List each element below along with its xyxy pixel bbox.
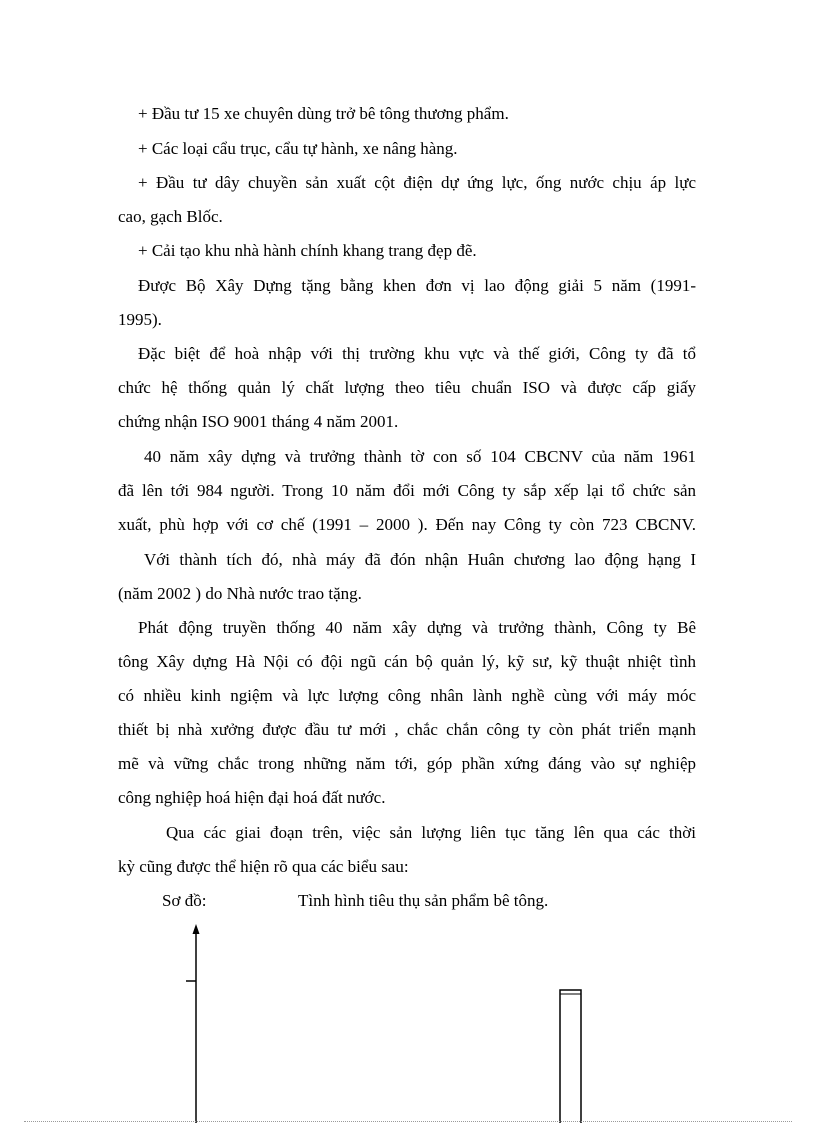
text-line: Qua các giai đoạn trên, việc sản lượng liên tục tăng lên qua các thời bbox=[166, 823, 696, 842]
text-line: + Các loại cẩu trục, cẩu tự hành, xe nâng hàng. bbox=[138, 139, 458, 158]
text-line: + Đầu tư 15 xe chuyên dùng trở bê tông thương phẩm. bbox=[138, 104, 509, 123]
diagram-title: Tình hình tiêu thụ sản phẩm bê tông. bbox=[298, 891, 549, 910]
bar bbox=[560, 990, 581, 1123]
text-line: xuất, phù hợp với cơ chế (1991 – 2000 ). Đến nay Công ty còn 723 CBCNV. bbox=[118, 515, 696, 534]
y-axis-arrow-icon bbox=[193, 924, 200, 934]
text-line: Với thành tích đó, nhà máy đã đón nhận Huân chương lao động hạng I bbox=[144, 550, 696, 569]
text-line: + Cải tạo khu nhà hành chính khang trang đẹp đẽ. bbox=[138, 241, 477, 260]
text-line: cao, gạch Blốc. bbox=[118, 207, 223, 226]
text-line: chứng nhận ISO 9001 tháng 4 năm 2001. bbox=[118, 412, 399, 431]
text-line: Được Bộ Xây Dựng tặng bằng khen đơn vị lao động giải 5 năm (1991- bbox=[138, 276, 696, 295]
text-line: kỳ cũng được thể hiện rõ qua các biểu sau: bbox=[118, 857, 409, 876]
text-line: Phát động truyền thống 40 năm xây dựng và trưởng thành, Công ty Bê bbox=[138, 618, 696, 637]
text-line: tông Xây dựng Hà Nội có đội ngũ cán bộ quản lý, kỹ sư, kỹ thuật nhiệt tình bbox=[118, 652, 696, 671]
text-line: đã lên tới 984 người. Trong 10 năm đổi mới Công ty sắp xếp lại tổ chức sản bbox=[118, 481, 696, 500]
text-line: + Đầu tư dây chuyền sản xuất cột điện dự ứng lực, ống nước chịu áp lực bbox=[138, 173, 696, 192]
page-bottom-rule bbox=[24, 1121, 792, 1122]
text-line: có nhiều kinh ngiệm và lực lượng công nhân lành nghề cùng với máy móc bbox=[118, 686, 696, 705]
text-line: Đặc biệt để hoà nhập với thị trường khu vực và thế giới, Công ty đã tổ bbox=[138, 344, 696, 363]
text-line: 1995). bbox=[118, 310, 162, 329]
text-line: 40 năm xây dựng và trưởng thành tờ con số 104 CBCNV của năm 1961 bbox=[144, 447, 696, 466]
text-line: thiết bị nhà xưởng được đầu tư mới , chắc chắn công ty còn phát triển mạnh bbox=[118, 720, 696, 739]
text-line: mẽ và vững chắc trong những năm tới, góp phần xứng đáng vào sự nghiệp bbox=[118, 754, 696, 773]
diagram-label: Sơ đồ: bbox=[162, 891, 207, 910]
text-line: công nghiệp hoá hiện đại hoá đất nước. bbox=[118, 788, 386, 807]
text-line: chức hệ thống quản lý chất lượng theo tiêu chuẩn ISO và được cấp giấy bbox=[118, 378, 696, 397]
text-line: (năm 2002 ) do Nhà nước trao tặng. bbox=[118, 584, 362, 603]
